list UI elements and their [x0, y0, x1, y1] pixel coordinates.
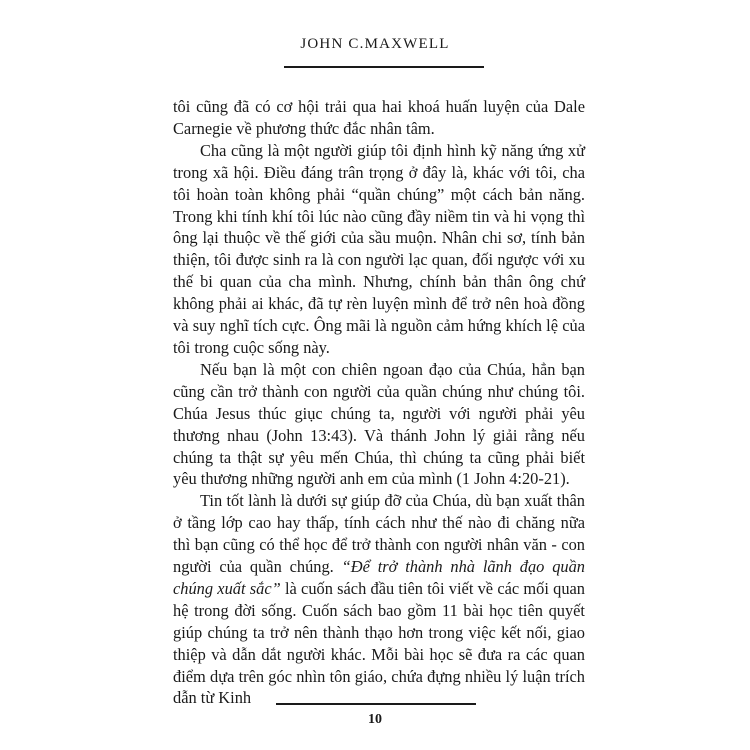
- paragraph-good-news: [173, 490, 585, 709]
- header-rule: [284, 66, 484, 68]
- paragraph-text-after: là cuốn sách đầu tiên tôi viết về các mối quan hệ trong đời sống. Cuốn sách bao gồm 11 bài học tiên quyết giúp chúng ta trở nên thành thạo hơn trong việc kết nối, giao thiệp và dẫn dắt người khác. Mỗi bài học sẽ đưa ra các quan điểm dựa trên góc nhìn tôn giáo, chứa đựng nhiều lý luận trích dẫn từ Kinh: [173, 578, 586, 708]
- running-header-author: JOHN C.MAXWELL: [300, 36, 450, 52]
- page-body: [173, 96, 585, 709]
- footer-rule: [276, 703, 476, 705]
- book-title: “Để trở thành nhà lãnh đạo quần chúng xuất sắc”: [173, 557, 585, 598]
- paragraph-text-before: Tin tốt lành là dưới sự giúp đỡ của Chúa, dù bạn xuất thân ở tầng lớp cao hay thấp, tính cách như thế nào đi chăng nữa thì bạn cũng có thể học để trở thành con người nhân văn - con người của quần chúng.: [173, 491, 585, 577]
- paragraph-scripture: Nếu bạn là một con chiên ngoan đạo của Chúa, hẳn bạn cũng cần trở thành con người của quần chúng như chúng tôi. Chúa Jesus thúc giục chúng ta, người với người phải yêu thương nhau (John 13:43). Và thánh John lý giải rằng nếu chúng ta thật sự yêu mến Chúa, thì chúng ta cũng phải biết yêu thương những người anh em của mình (1 John 4:20-21).: [173, 359, 585, 489]
- paragraph-continued: tôi cũng đã có cơ hội trải qua hai khoá huấn luyện của Dale Carnegie về phương thức đắc nhân tâm.: [173, 97, 585, 138]
- paragraph-father: Cha cũng là một người giúp tôi định hình kỹ năng ứng xử trong xã hội. Điều đáng trân trọng ở đây là, khác với tôi, cha tôi hoàn toàn không phải “quần chúng” một cách bản năng. Trong khi tính khí tôi lúc nào cũng đầy niềm tin và hi vọng thì ông lại thuộc về thế giới của sầu muộn. Nhân chi sơ, tính bản thiện, tôi được sinh ra là con người lạc quan, đối ngược với xu thế bi quan của cha mình. Nhưng, chính bản thân ông chứ không phải ai khác, đã tự rèn luyện mình để trở nên hoà đồng và suy nghĩ tích cực. Ông mãi là nguồn cảm hứng khích lệ của tôi trong cuộc sống này.: [173, 140, 585, 357]
- page-number: 10: [368, 712, 382, 727]
